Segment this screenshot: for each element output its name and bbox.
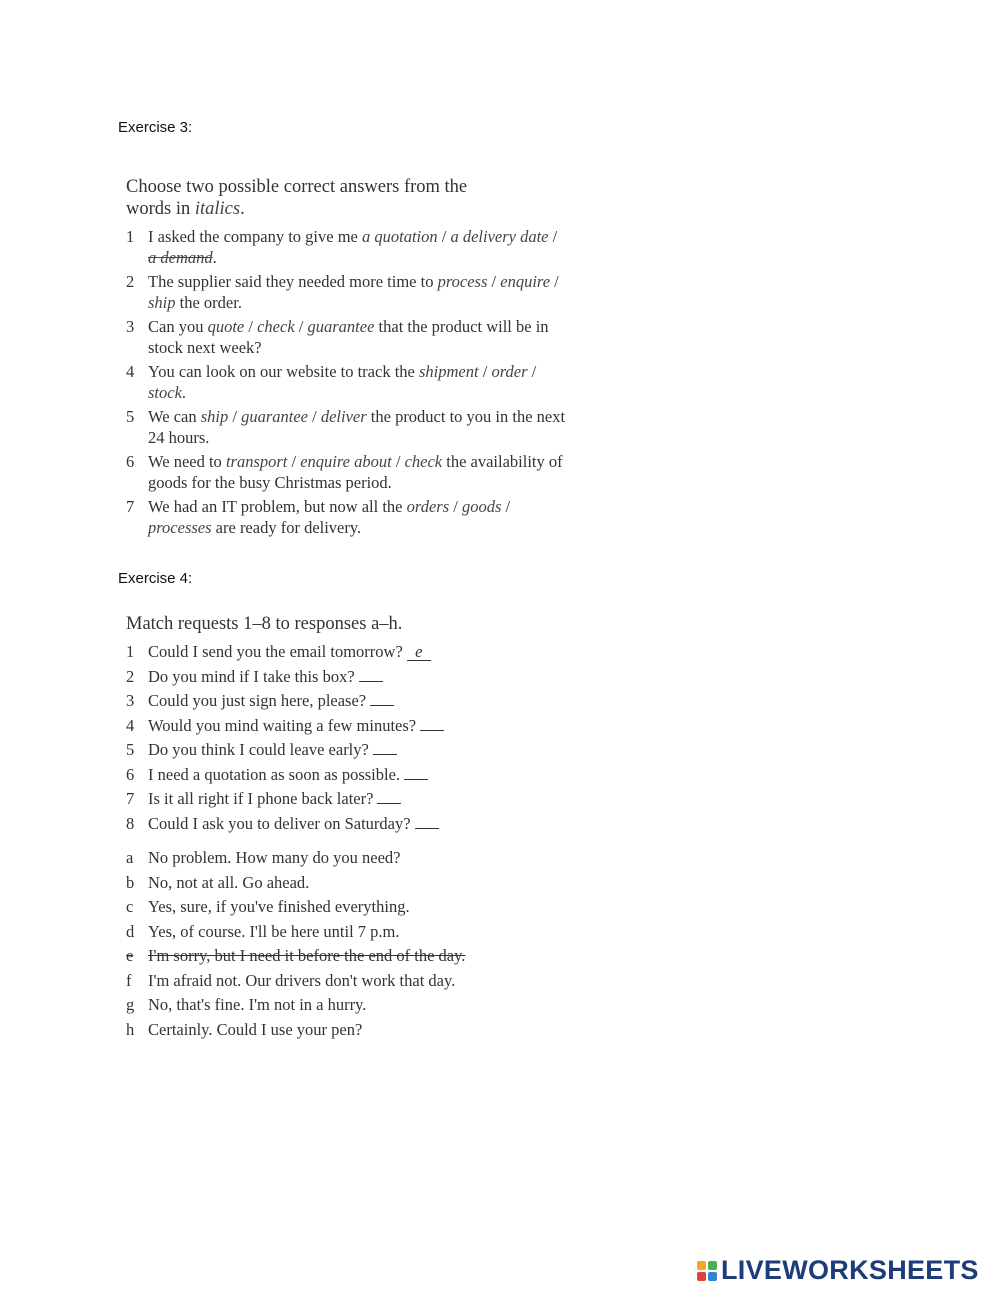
response-item (126, 896, 566, 917)
response-item (126, 847, 566, 868)
exercise-3-item (126, 316, 566, 358)
option-3: processes (148, 518, 212, 537)
request-text-wrap (148, 666, 566, 687)
request-text: Could you just sign here, please? (148, 691, 367, 710)
item-text: We need to transport / enquire about / check the availability of goods for the busy Christmas period. (148, 452, 563, 492)
exercise-3-item (126, 451, 566, 493)
exercise-3-items (126, 226, 566, 538)
request-item (126, 739, 566, 760)
request-item (126, 715, 566, 736)
response-text: No, not at all. Go ahead. (148, 872, 310, 892)
item-post: the availability of goods for the busy Christmas period. (148, 452, 563, 492)
option-1: process (437, 272, 488, 291)
request-number: 7 (126, 789, 135, 808)
request-number: 1 (126, 642, 135, 661)
response-item (126, 970, 566, 991)
item-text: You can look on our website to track the shipment / order / stock. (148, 362, 537, 402)
response-letter: b (126, 872, 135, 892)
request-item (126, 666, 566, 687)
logo-square (697, 1272, 706, 1281)
answer-blank[interactable] (373, 754, 397, 755)
exercise-4-responses (126, 847, 566, 1040)
option-3: stock (148, 383, 182, 402)
item-pre: I asked the company to give me (148, 227, 362, 246)
response-item (126, 872, 566, 893)
exercise-3-item (126, 226, 566, 268)
option-1: ship (200, 407, 229, 426)
request-item (126, 788, 566, 809)
item-number: 3 (126, 317, 135, 336)
request-text: Could I ask you to deliver on Saturday? (148, 813, 411, 833)
response-item (126, 1019, 566, 1040)
answer-blank[interactable] (404, 779, 428, 780)
item-post: . (212, 248, 217, 267)
response-item (126, 921, 566, 942)
request-item (126, 813, 566, 834)
exercise-3-heading: Exercise 3: (118, 119, 193, 136)
exercise-3-item (126, 361, 566, 403)
response-letter: a (126, 848, 134, 867)
request-number: 4 (126, 715, 135, 735)
request-text: Is it all right if I phone back later? (148, 789, 374, 808)
response-letter: d (126, 921, 135, 941)
exercise-4-instruction: Match requests 1–8 to responses a–h. (126, 614, 403, 634)
option-1: a quotation (361, 227, 438, 246)
answer-blank[interactable] (415, 828, 439, 829)
request-text-wrap (148, 641, 566, 662)
item-pre: We can (148, 407, 201, 426)
item-pre: The supplier said they needed more time to (148, 272, 438, 291)
item-pre: We need to (148, 452, 226, 471)
response-text: Yes, of course. I'll be here until 7 p.m. (148, 921, 400, 941)
item-text: We had an IT problem, but now all the orders / goods / processes are ready for delivery. (148, 497, 511, 537)
request-item (126, 690, 566, 711)
option-3: a demand (148, 248, 213, 267)
option-1: quote (207, 317, 245, 336)
request-number: 5 (126, 740, 135, 759)
request-text: Do you mind if I take this box? (148, 666, 355, 686)
item-pre: Can you (148, 317, 208, 336)
response-letter: f (126, 970, 132, 990)
item-number: 4 (126, 362, 135, 381)
item-post: . (181, 383, 187, 402)
logo-square (708, 1261, 717, 1270)
logo-text: LIVEWORKSHEETS (721, 1255, 979, 1285)
request-item (126, 764, 566, 785)
response-text: Certainly. Could I use your pen? (148, 1019, 363, 1039)
request-text-wrap (148, 715, 566, 736)
exercise-3-item (126, 406, 566, 448)
request-text: Do you think I could leave early? (148, 740, 369, 759)
item-number: 5 (126, 407, 135, 426)
item-text: We can ship / guarantee / deliver the product to you in the next 24 hours. (148, 407, 566, 447)
option-1: shipment (419, 362, 479, 381)
response-letter: e (126, 946, 134, 965)
option-3: ship (148, 293, 176, 312)
request-text: I need a quotation as soon as possible. (148, 764, 401, 784)
exercise-4-block (126, 613, 566, 1043)
response-text: No problem. How many do you need? (148, 848, 401, 867)
option-1: orders (406, 497, 450, 516)
item-text: I asked the company to give me a quotation / a delivery date / a demand. (148, 227, 558, 267)
option-3: deliver (320, 407, 367, 426)
option-2: order (491, 362, 528, 381)
answer-blank[interactable] (377, 803, 401, 804)
item-number: 6 (126, 452, 135, 471)
option-2: check (257, 317, 295, 336)
logo-mark-icon (697, 1261, 717, 1281)
request-text-wrap (148, 813, 566, 834)
answer-blank[interactable] (420, 730, 444, 731)
option-3: check (404, 452, 443, 471)
request-text: Would you mind waiting a few minutes? (148, 715, 417, 735)
answer-blank[interactable] (370, 705, 394, 706)
request-text-wrap (148, 788, 566, 809)
response-letter: h (126, 1019, 135, 1039)
request-number: 8 (126, 813, 135, 833)
option-2: enquire (500, 272, 551, 291)
answer-blank[interactable] (359, 681, 383, 682)
item-post: that the product will be in stock next week? (148, 317, 549, 357)
item-pre: We had an IT problem, but now all the (148, 497, 407, 516)
item-post: are ready for delivery. (211, 518, 362, 537)
response-text: No, that's fine. I'm not in a hurry. (148, 995, 367, 1014)
response-text: Yes, sure, if you've finished everything. (148, 897, 410, 916)
response-item (126, 994, 566, 1015)
response-text: I'm afraid not. Our drivers don't work that day. (148, 970, 456, 990)
item-text: The supplier said they needed more time to process / enquire / ship the order. (148, 272, 559, 312)
logo-square (708, 1272, 717, 1281)
option-2: goods (461, 497, 502, 516)
request-item (126, 641, 566, 662)
request-text: Could I send you the email tomorrow? (148, 642, 403, 661)
item-number: 1 (126, 227, 135, 246)
option-3: guarantee (307, 317, 375, 336)
response-letter: c (126, 897, 134, 916)
option-2: guarantee (241, 407, 308, 426)
item-text: Can you quote / check / guarantee that the product will be in stock next week? (148, 317, 549, 357)
exercise-4-requests (126, 641, 566, 834)
request-number: 6 (126, 764, 135, 784)
logo-square (697, 1261, 706, 1270)
liveworksheets-logo (697, 1255, 979, 1286)
response-letter: g (126, 995, 135, 1014)
response-item (126, 945, 566, 966)
item-post: the product to you in the next 24 hours. (148, 407, 566, 447)
request-text-wrap (148, 739, 566, 760)
exercise-4-heading: Exercise 4: (118, 570, 193, 587)
option-1: transport (225, 452, 288, 471)
item-number: 2 (126, 272, 135, 291)
request-number: 3 (126, 691, 135, 710)
item-number: 7 (126, 497, 135, 516)
exercise-3-item (126, 271, 566, 313)
request-text-wrap (148, 764, 566, 785)
option-2: enquire about (300, 452, 392, 471)
item-post: the order. (175, 293, 242, 312)
request-number: 2 (126, 666, 135, 686)
item-pre: You can look on our website to track the (148, 362, 419, 381)
answer-blank[interactable]: e (407, 644, 431, 661)
request-text-wrap (148, 690, 566, 711)
response-text: I'm sorry, but I need it before the end of the day. (148, 946, 466, 965)
exercise-3-block (126, 176, 566, 541)
exercise-3-item (126, 496, 566, 538)
exercise-3-instruction: Choose two possible correct answers from the words in italics. (126, 177, 468, 219)
option-2: a delivery date (450, 227, 549, 246)
